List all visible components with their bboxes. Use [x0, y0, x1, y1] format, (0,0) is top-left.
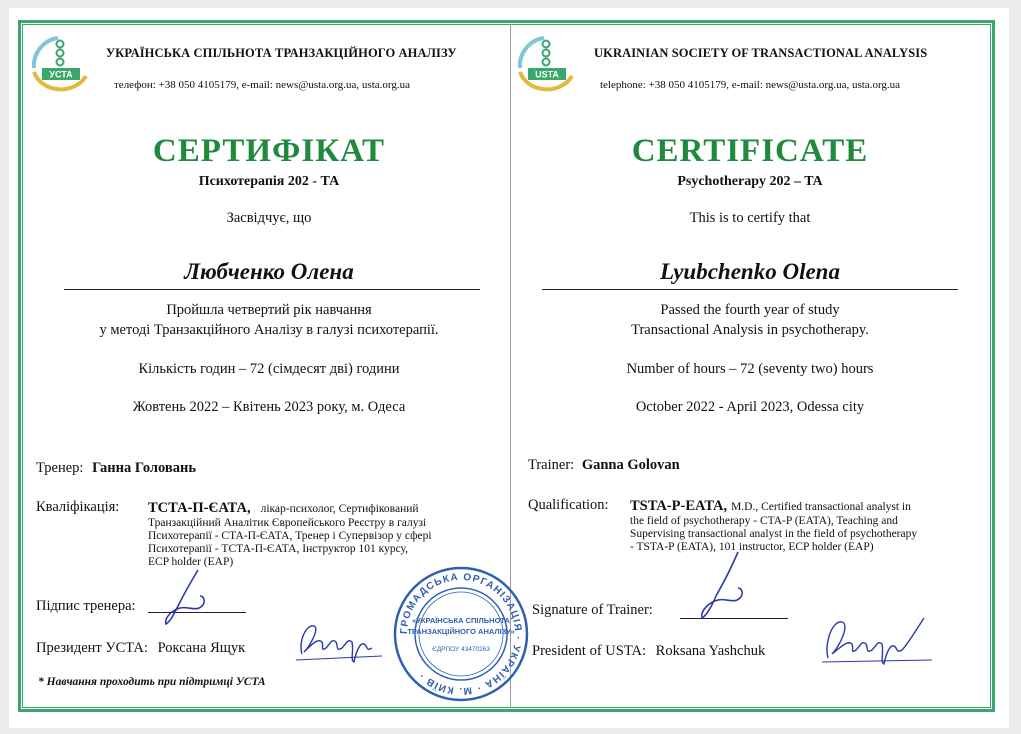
qualification-line-2: Транзакційний Аналітик Європейського Реєстру в галузі [148, 517, 427, 529]
qualification-line-1: M.D., Certified transactional analyst in [731, 501, 911, 513]
recipient-name: Lyubchenko Olena [660, 259, 840, 284]
qualification-label: Qualification: [528, 497, 609, 513]
passed-line-1: Пройшла четвертий рік навчання [166, 302, 372, 318]
name-underline [64, 289, 480, 290]
qualification-line-3: Supervising transactional analyst in the field of psychotherapy [630, 528, 918, 540]
course-name: Психотерапія 202 - ТА [198, 174, 340, 189]
trainer-label: Тренер: [36, 460, 84, 476]
passed-line-2: Transactional Analysis in psychotherapy. [631, 322, 869, 338]
logo-text: USTA [535, 69, 559, 80]
certify-text: This is to certify that [689, 210, 811, 226]
org-name: УКРАЇНСЬКА СПІЛЬНОТА ТРАНЗАКЦІЙНОГО АНАЛІЗУ [106, 46, 457, 60]
trainer-label: Trainer: [528, 457, 575, 473]
passed-line-1: Passed the fourth year of study [660, 302, 840, 318]
org-name: UKRAINIAN SOCIETY OF TRANSACTIONAL ANALYSIS [594, 46, 928, 60]
stamp-line-2: ТРАНЗАКЦІЙНОГО АНАЛІЗУ» [407, 627, 515, 636]
qualification-line-4: Психотерапії - ТСТА-П-ЄАТА, Інструктор 101 курсу, [148, 543, 409, 555]
period-text: October 2022 - April 2023, Odessa city [635, 399, 865, 415]
organization-stamp [392, 565, 530, 703]
logo-text: УСТА [49, 69, 73, 80]
trainer-name: Ганна Головань [92, 460, 197, 476]
certificate-title: СЕРТИФІКАТ [152, 133, 386, 169]
qualification-line-2: the field of psychotherapy - CTA-P (EATA), Teaching and [630, 515, 898, 527]
certify-text: Засвідчує, що [226, 210, 312, 226]
hours-text: Кількість годин – 72 (сімдесят дві) години [138, 361, 400, 377]
president-name: Роксана Ящук [157, 640, 246, 656]
hours-text: Number of hours – 72 (seventy two) hours [626, 361, 874, 377]
usta-logo [514, 32, 578, 92]
president-name: Roksana Yashchuk [655, 643, 766, 659]
trainer-signature [694, 548, 756, 622]
signature-label: Signature of Trainer: [532, 602, 653, 618]
support-note: * Навчання проходить при підтримці УСТА [38, 676, 266, 688]
certificate-title: CERTIFICATE [631, 133, 869, 169]
qualification-line-4: - TSTA-P (EATA), 101 instructor, ECP holder (EAP) [630, 541, 874, 553]
qualification-line-1: лікар-психолог, Сертифікований [260, 503, 419, 515]
qualification-block [148, 499, 488, 569]
stamp-ring-text: ГРОМАДСЬКА ОРГАНІЗАЦІЯ · УКРАЇНА · М. КИЇВ · [398, 571, 524, 697]
president-label: Президент УСТА: [36, 640, 148, 656]
qualification-label: Кваліфікація: [36, 499, 120, 515]
trainer-signature [158, 566, 218, 628]
passed-line-2: у методі Транзакційного Аналізу в галузі психотерапії. [99, 322, 439, 338]
qualification-code: TSTA-P-EATA, [630, 498, 728, 514]
stamp-line-1: «УКРАЇНСЬКА СПІЛЬНОТА [412, 616, 510, 625]
course-name: Psychotherapy 202 – TA [677, 174, 823, 189]
contact-info: телефон: +38 050 4105179, e-mail: news@usta.org.ua, usta.org.ua [114, 79, 410, 91]
qualification-block [630, 497, 970, 554]
stamp-code: ЄДРПОУ 43470263 [432, 646, 490, 653]
president-signature [820, 610, 950, 670]
period-text: Жовтень 2022 – Квітень 2023 року, м. Одеса [132, 399, 406, 415]
trainer-name: Ganna Golovan [581, 457, 680, 473]
name-underline [542, 289, 958, 290]
president-label: President of USTA: [532, 643, 647, 659]
qualification-code: ТСТА-П-ЄАТА, [148, 500, 251, 516]
usta-logo [28, 32, 92, 92]
recipient-name: Любченко Олена [184, 259, 354, 284]
president-signature [292, 612, 390, 666]
signature-label: Підпис тренера: [36, 598, 136, 614]
qualification-line-5: ECP holder (EAP) [148, 556, 234, 568]
qualification-line-3: Психотерапії - СТА-П-ЄАТА, Тренер і Супервізор у сфері [148, 530, 432, 542]
contact-info: telephone: +38 050 4105179, e-mail: news@usta.org.ua, usta.org.ua [600, 79, 901, 91]
